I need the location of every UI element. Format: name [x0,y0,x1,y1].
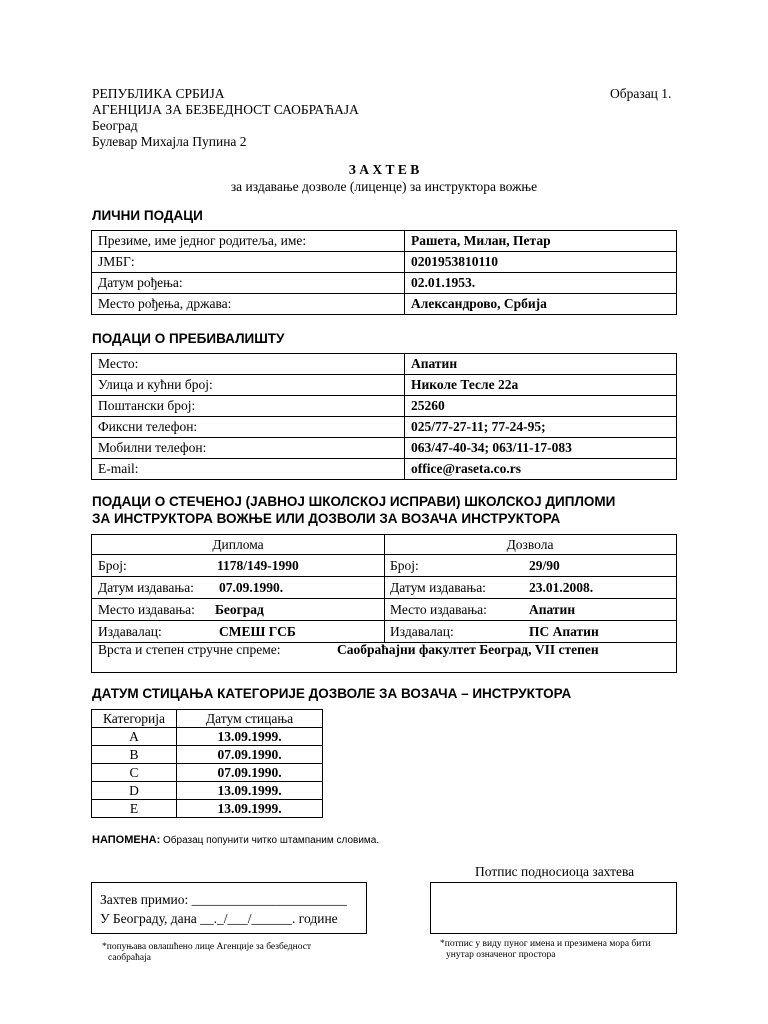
field-value[interactable]: 02.01.1953. [405,273,677,294]
category-date[interactable]: 13.09.1999. [177,782,323,800]
category-row [92,800,323,818]
category-date[interactable]: 13.09.1999. [177,800,323,818]
diploma-field-value[interactable]: СМЕШ ГСБ [219,624,296,639]
categories-col-header: Категорија [92,710,177,728]
residence-heading: ПОДАЦИ О ПРЕБИВАЛИШТУ [92,331,285,346]
field-value[interactable]: office@raseta.co.rs [405,459,677,480]
header-city: Београд [92,118,138,133]
qualification-label: Врста и степен стручне спреме: [98,642,281,657]
diploma-field-label: Место издавања: [390,602,487,617]
field-value[interactable]: Апатин [405,354,677,375]
note-text: Образац попунити читко штампаним словима. [163,835,380,846]
diploma-field-label: Место издавања: [98,602,195,617]
signature-caption: Потпис подносиоца захтева [475,864,635,879]
personal-table [91,230,677,315]
note [92,834,379,846]
field-label: Презиме, име једног родитеља, име: [92,231,405,252]
category-date[interactable]: 07.09.1990. [177,746,323,764]
form-row [92,375,677,396]
form-row [92,396,677,417]
diploma-field-label: Број: [98,558,127,573]
license-col-header: Дозвола [506,537,554,552]
field-label: Место: [92,354,405,375]
category-code: E [92,800,177,818]
category-row [92,746,323,764]
diploma-field-value[interactable]: Апатин [529,602,576,617]
diploma-header-line [92,554,676,555]
footnote-right-2: унутар означеног простора [446,950,556,960]
received-box [91,882,367,934]
form-row [92,231,677,252]
field-label: Мобилни телефон: [92,438,405,459]
header-address: Булевар Михајла Пупина 2 [92,134,247,149]
personal-heading: ЛИЧНИ ПОДАЦИ [92,208,203,223]
field-value[interactable]: 0201953810110 [405,252,677,273]
form-row [92,252,677,273]
diploma-field-value[interactable]: Београд [215,602,264,617]
header-republic: РЕПУБЛИКА СРБИЈА [92,86,225,101]
qualification-value: Саобраћајни факултет Београд, VII степен [337,642,599,657]
form-row [92,273,677,294]
diploma-row-line [92,620,676,621]
diploma-row-line [92,598,676,599]
category-row [92,782,323,800]
diploma-field-label: Број: [390,558,419,573]
diploma-heading-1: ПОДАЦИ О СТЕЧЕНОЈ (ЈАВНОЈ ШКОЛСКОЈ ИСПРАВИ) ШКОЛСКОЈ ДИПЛОМИ [92,494,616,509]
diploma-field-label: Датум издавања: [98,580,194,595]
form-row [92,294,677,315]
categories-table [91,709,323,818]
diploma-col-header: Диплома [212,537,264,552]
diploma-field-label: Издавалац: [390,624,454,639]
field-value[interactable]: Александрово, Србија [405,294,677,315]
field-label: Датум рођења: [92,273,405,294]
diploma-box [91,534,677,673]
category-code: C [92,764,177,782]
field-value[interactable]: Рашета, Милан, Петар [405,231,677,252]
field-value[interactable]: Николе Тесле 22а [405,375,677,396]
category-code: B [92,746,177,764]
categories-heading: ДАТУМ СТИЦАЊА КАТЕГОРИЈЕ ДОЗВОЛЕ ЗА ВОЗАЧА – ИНСТРУКТОРА [92,686,572,701]
category-date[interactable]: 13.09.1999. [177,728,323,746]
field-value[interactable]: 25260 [405,396,677,417]
diploma-row-line [92,576,676,577]
form-row [92,459,677,480]
field-label: Фиксни телефон: [92,417,405,438]
category-code: A [92,728,177,746]
footnote-left-1: *попуњава овлашћено лице Агенције за безбедност [102,942,312,952]
form-row [92,438,677,459]
residence-table [91,353,677,480]
document-subtitle: за издавање дозволе (лиценце) за инструктора вожње [230,179,538,194]
form-number: Образац 1. [610,86,672,101]
diploma-heading-2: ЗА ИНСТРУКТОРА ВОЖЊЕ ИЛИ ДОЗВОЛИ ЗА ВОЗАЧА ИНСТРУКТОРА [92,511,561,526]
document-title: З А Х Т Е В [348,162,420,177]
header-agency: АГЕНЦИЈА ЗА БЕЗБЕДНОСТ САОБРАЋАЈА [92,102,359,117]
category-row [92,764,323,782]
diploma-field-label: Датум издавања: [390,580,486,595]
signature-box[interactable] [430,882,677,934]
form-row [92,354,677,375]
categories-col-header: Датум стицања [177,710,323,728]
category-code: D [92,782,177,800]
diploma-field-value[interactable]: 07.09.1990. [219,580,284,595]
categories-header-row [92,710,323,728]
received-date: У Београду, дана __._/___/______. године [100,911,338,926]
received-by: Захтев примио: _______________________ [100,892,347,907]
form-row [92,417,677,438]
diploma-field-value[interactable]: 1178/149-1990 [217,558,299,573]
field-label: E-mail: [92,459,405,480]
field-value[interactable]: 025/77-27-11; 77-24-95; [405,417,677,438]
diploma-field-label: Издавалац: [98,624,162,639]
diploma-field-value[interactable]: 23.01.2008. [529,580,594,595]
diploma-field-value[interactable]: ПС Апатин [529,624,599,639]
field-label: Место рођења, држава: [92,294,405,315]
category-date[interactable]: 07.09.1990. [177,764,323,782]
footnote-left-2: саобраћаја [108,953,151,963]
field-value[interactable]: 063/47-40-34; 063/11-17-083 [405,438,677,459]
field-label: Поштански број: [92,396,405,417]
note-label: НАПОМЕНА: [92,834,161,846]
field-label: Улица и кућни број: [92,375,405,396]
footnote-right-1: *потпис у виду пуног имена и презимена мора бити [440,939,651,949]
field-label: ЈМБГ: [92,252,405,273]
category-row [92,728,323,746]
diploma-field-value[interactable]: 29/90 [529,558,560,573]
